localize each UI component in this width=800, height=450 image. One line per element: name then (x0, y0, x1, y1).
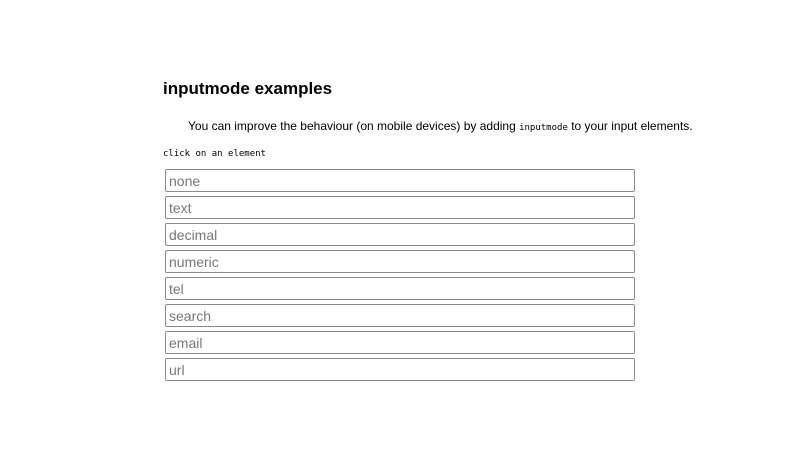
intro-paragraph (188, 118, 693, 136)
input-numeric[interactable] (165, 250, 635, 273)
input-url[interactable] (165, 358, 635, 381)
input-list (165, 169, 635, 385)
input-text[interactable] (165, 196, 635, 219)
input-search[interactable] (165, 304, 635, 327)
intro-text-after: to your input elements. (567, 119, 693, 133)
input-email[interactable] (165, 331, 635, 354)
intro-text-before: You can improve the behaviour (on mobile devices) by adding (188, 119, 520, 133)
input-decimal[interactable] (165, 223, 635, 246)
inputmode-code: inputmode (519, 123, 568, 133)
hint-text: click on an element (163, 149, 266, 159)
input-none[interactable] (165, 169, 635, 192)
input-tel[interactable] (165, 277, 635, 300)
page-title: inputmode examples (163, 79, 333, 98)
